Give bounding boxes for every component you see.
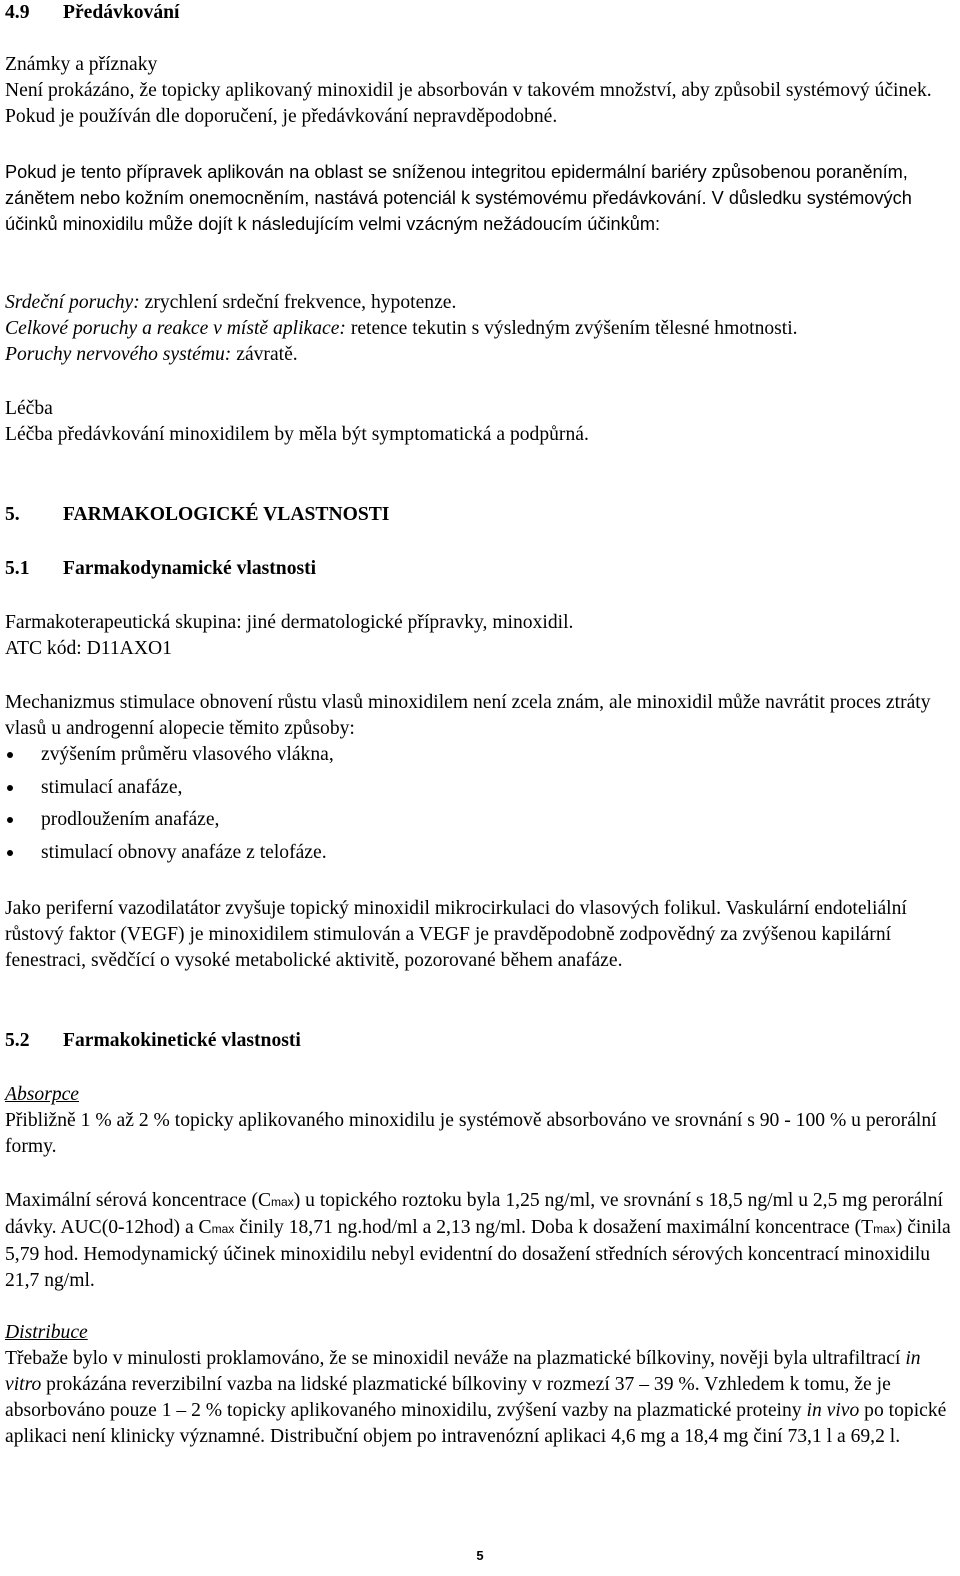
mechanism-list	[5, 742, 334, 872]
paragraph-vasodilator: Jako periferní vazodilatátor zvyšuje topický minoxidil mikrocirkulaci do vlasových folikul. Vaskulární endoteliální růstový faktor (VEGF) je minoxidilem stimulován a VEGF je pravděpodobně zodpovědný za zvýšenou kapilární fenestraci, svědčící o vysoké metabolické aktivitě, pozorované během anafáze.	[5, 898, 907, 971]
paragraph-lecba: Léčba předávkování minoxidilem by měla být symptomatická a podpůrná.	[5, 424, 589, 445]
bullet-icon	[7, 785, 13, 791]
section-title: Předávkování	[63, 2, 180, 23]
text-run: ) u topického roztoku byla 1,25 ng/ml, ve srovnání s 18,5 ng/ml u 2,5 mg perorální dávky. AUC(0-12hod) a C	[5, 1190, 943, 1238]
text-run: prokázána reverzibilní vazba na lidské plazmatické bílkoviny v rozmezí 37 – 39 %. Vzhledem k tomu, že je absorbováno pouze 1 – 2 % topicky aplikovaného minoxidilu, zvýšení vazby na plazmatické proteiny	[5, 1374, 891, 1421]
text-run: ) činila 5,79 hod. Hemodynamický účinek minoxidilu nebyl evidentní do dosažení středních sérových koncentrací minoxidilu 21,7 ng/ml.	[5, 1217, 951, 1291]
list-item	[5, 775, 334, 808]
italic-term: in vivo	[806, 1400, 860, 1421]
list-item	[5, 742, 334, 775]
list-item	[5, 840, 334, 873]
paragraph-max-concentration	[5, 1188, 952, 1294]
text-run: činily 18,71 ng.hod/ml a 2,13 ng/ml. Doba k dosažení maximální koncentrace (T	[234, 1217, 874, 1238]
subheading-absorpce: Absorpce	[5, 1084, 80, 1105]
list-item-text: stimulací obnovy anafáze z telofáze.	[41, 841, 327, 863]
list-item	[5, 807, 334, 840]
ae-text: zrychlení srdeční frekvence, hypotenze.	[139, 292, 457, 313]
ae-label: Poruchy nervového systému:	[5, 344, 232, 365]
list-item-text: zvýšením průměru vlasového vlákna,	[41, 744, 334, 765]
bullet-icon	[7, 817, 13, 823]
subscript: max	[211, 1222, 235, 1236]
subheading-znamky: Známky a příznaky	[5, 54, 158, 75]
ae-text: závratě.	[231, 344, 298, 365]
text-run: po topické aplikaci není klinicky významné. Distribuční objem po intravenózní aplikaci 4,6 mg a 18,4 mg činí 73,1 l a 69,2 l.	[5, 1400, 947, 1447]
paragraph-absorpce: Přibližně 1 % až 2 % topicky aplikovaného minoxidilu je systémově absorbováno ve srovnání s 90 - 100 % u perorální formy.	[5, 1110, 937, 1157]
section-number: 5.2	[5, 1030, 30, 1051]
subheading-lecba: Léčba	[5, 398, 53, 419]
section-4-9-heading	[5, 0, 179, 26]
paragraph-distribuce	[5, 1346, 952, 1450]
subscript: max	[873, 1222, 896, 1236]
section-title: Farmakodynamické vlastnosti	[63, 558, 317, 579]
section-number: 4.9	[5, 2, 30, 23]
bullet-icon	[7, 752, 13, 758]
ae-label: Celkové poruchy a reakce v místě aplikace:	[5, 318, 346, 339]
section-title: Farmakokinetické vlastnosti	[63, 1030, 301, 1051]
section-number: 5.1	[5, 558, 30, 579]
subscript: max	[271, 1195, 294, 1209]
adverse-effect-1	[5, 290, 952, 316]
paragraph-znamky-2: Pokud je tento přípravek aplikován na oblast se sníženou integritou epidermální bariéry způsobenou poraněním, zánětem nebo kožním onemocněním, nastává potenciál k systémovému předávkování. V důsledku systémových účinků minoxidilu může dojít k následujícím velmi vzácným nežádoucím účinkům:	[5, 162, 912, 234]
page-number: 5	[476, 1548, 484, 1563]
atc-code: ATC kód: D11AXO1	[5, 638, 172, 659]
bullet-icon	[7, 850, 13, 856]
adverse-effect-3	[5, 342, 952, 368]
subheading-distribuce: Distribuce	[5, 1322, 88, 1343]
section-5-1-heading	[5, 556, 316, 582]
adverse-effect-2	[5, 316, 952, 342]
section-number: 5.	[5, 504, 20, 525]
ae-text: retence tekutin s výsledným zvýšením tělesné hmotnosti.	[345, 318, 798, 339]
ae-label: Srdeční poruchy:	[5, 292, 140, 313]
section-5-2-heading	[5, 1028, 301, 1054]
list-item-text: stimulací anafáze,	[41, 776, 183, 798]
italic-term: in vitro	[5, 1348, 921, 1395]
paragraph-mechanism: Mechanizmus stimulace obnovení růstu vlasů minoxidilem není zcela znám, ale minoxidil může navrátit proces ztráty vlasů u androgenní alopecie těmito způsoby:	[5, 692, 931, 739]
text-run: Třebaže bylo v minulosti proklamováno, že se minoxidil neváže na plazmatické bílkoviny, nověji byla ultrafiltrací	[5, 1348, 906, 1369]
section-5-heading	[5, 502, 389, 528]
list-item-text: prodloužením anafáze,	[41, 809, 220, 830]
paragraph-znamky-1: Není prokázáno, že topicky aplikovaný minoxidil je absorbován v takovém množství, aby způsobil systémový účinek. Pokud je používán dle doporučení, je předávkování nepravděpodobné.	[5, 80, 932, 127]
text-run: Maximální sérová koncentrace (C	[5, 1190, 272, 1211]
section-title: FARMAKOLOGICKÉ VLASTNOSTI	[63, 504, 390, 525]
pharmacotherapeutic-group: Farmakoterapeutická skupina: jiné dermatologické přípravky, minoxidil.	[5, 612, 574, 633]
